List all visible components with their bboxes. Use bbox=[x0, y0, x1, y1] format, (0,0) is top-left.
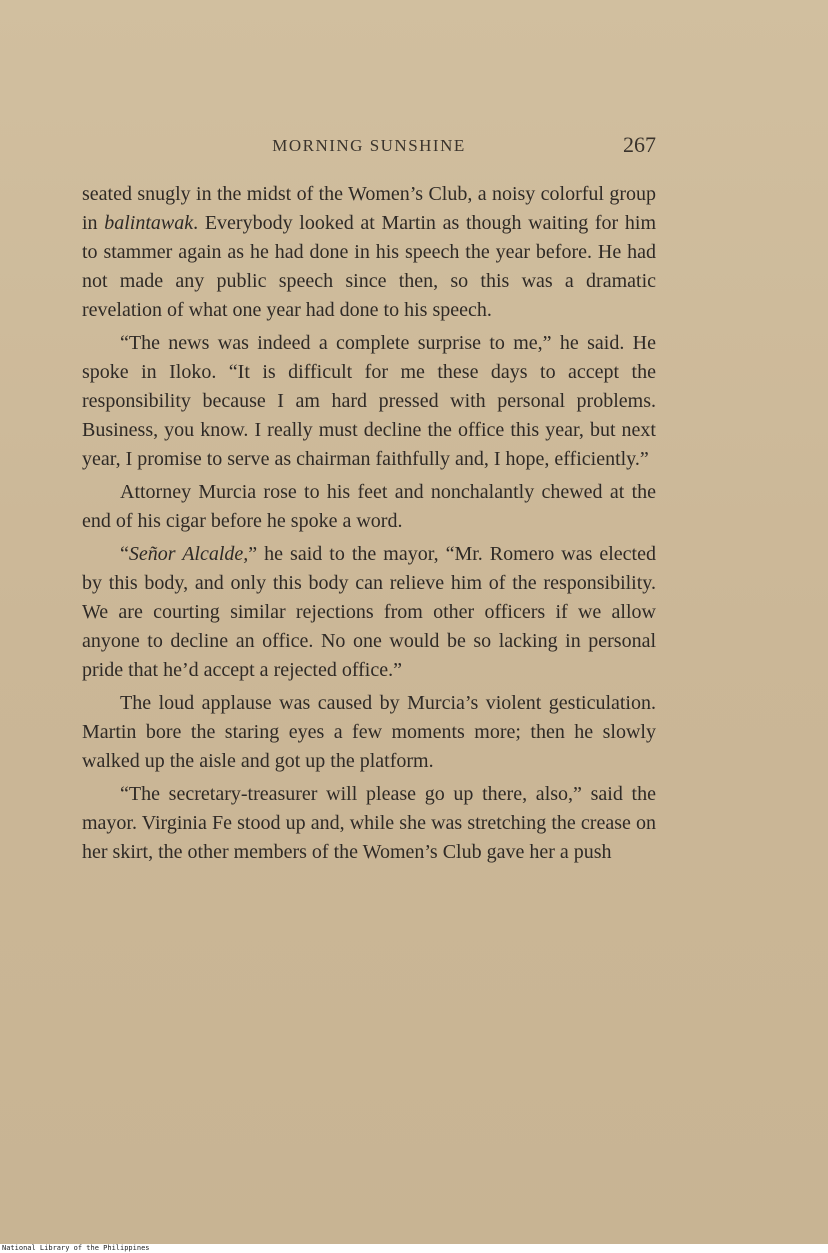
paragraph-2: “The news was indeed a complete surprise to me,” he said. He spoke in Iloko. “It is difficult for me these days to accept the responsibility because I am hard pressed with personal problems. Business, you know. I really must decline the office this year, but next year, I promise to serve as chairman faithfully and, I hope, efficiently.” bbox=[82, 332, 656, 470]
body-text bbox=[82, 180, 656, 867]
running-title: MORNING SUNSHINE bbox=[272, 136, 466, 155]
paragraph-5: The loud applause was caused by Murcia’s violent gesticulation. Martin bore the staring eyes a few moments more; then he slowly walked up the aisle and got up the platform. bbox=[82, 692, 656, 772]
paragraph-4: “Señor Alcalde,” he said to the mayor, “Mr. Romero was elected by this body, and only this body can relieve him of the responsibility. We are courting similar rejections from other officers if we allow anyone to decline an office. No one would be so lacking in personal pride that he’d accept a rejected office.” bbox=[82, 543, 656, 681]
running-head bbox=[82, 132, 656, 162]
paragraph-3: Attorney Murcia rose to his feet and nonchalantly chewed at the end of his cigar before he spoke a word. bbox=[82, 481, 656, 532]
footer-bar bbox=[0, 1244, 828, 1253]
page-number: 267 bbox=[623, 132, 656, 157]
library-credit: National Library of the Philippines bbox=[2, 1244, 150, 1252]
paragraph-6: “The secretary-treasurer will please go up there, also,” said the mayor. Virginia Fe stood up and, while she was stretching the crease on her skirt, the other members of the Women’s Club gave her a push bbox=[82, 783, 656, 863]
paragraph-1: seated snugly in the midst of the Women’s Club, a noisy colorful group in balintawak. Everybody looked at Martin as though waiting for him to stammer again as he had done in his speech the year before. He had not made any public speech since then, so this was a dramatic revelation of what one year had done to his speech. bbox=[82, 183, 656, 321]
